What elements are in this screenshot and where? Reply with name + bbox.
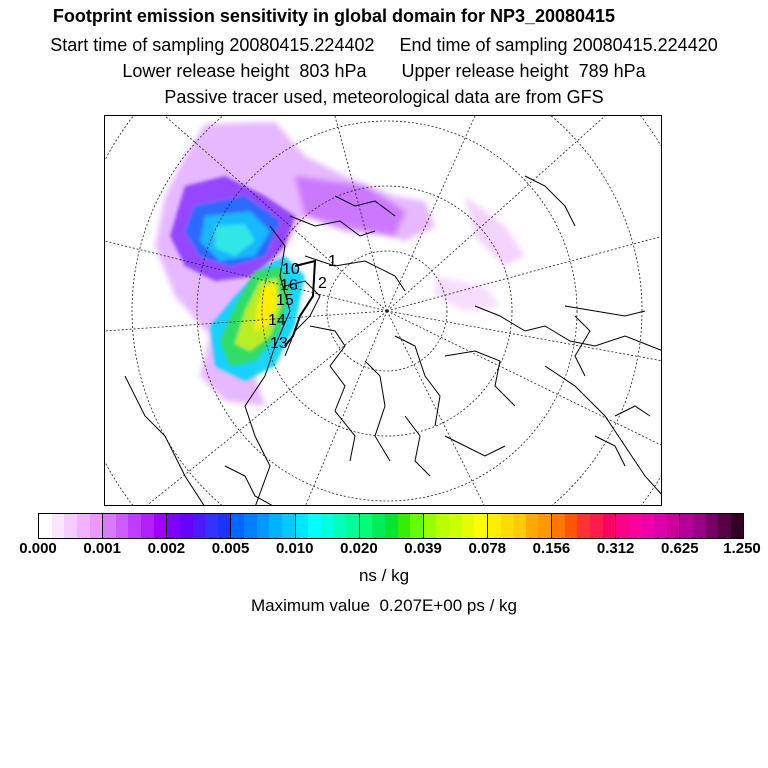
colorbar-swatch [513, 514, 526, 538]
colorbar-swatch [488, 514, 501, 538]
colorbar-swatch [552, 514, 565, 538]
colorbar-swatch [641, 514, 654, 538]
colorbar-swatch [565, 514, 578, 538]
colorbar-swatch [449, 514, 462, 538]
colorbar-swatch [321, 514, 334, 538]
colorbar-tick-label: 1.250 [723, 540, 761, 557]
colorbar-swatch [154, 514, 168, 538]
colorbar-tick-label: 0.078 [468, 540, 507, 557]
colorbar-swatch [577, 514, 590, 538]
colorbar-swatch [257, 514, 270, 538]
colorbar-swatch [385, 514, 398, 538]
colorbar-swatch [590, 514, 603, 538]
colorbar-swatch [244, 514, 257, 538]
colorbar-swatch [436, 514, 449, 538]
colorbar-tick-label: 0.625 [661, 540, 699, 557]
colorbar-tick-label: 0.005 [211, 540, 250, 557]
maximum-value: Maximum value 0.207E+00 ps / kg [251, 596, 517, 615]
colorbar-swatch [218, 514, 232, 538]
colorbar-swatch [680, 514, 693, 538]
colorbar-swatch [346, 514, 360, 538]
release-label-15: 15 [276, 292, 294, 309]
colorbar-swatch [424, 514, 437, 538]
release-label-14: 14 [268, 312, 286, 329]
colorbar-swatch [141, 514, 154, 538]
colorbar-swatch [706, 514, 719, 538]
release-label-1: 1 [328, 253, 337, 270]
sampling-time-line: Start time of sampling 20080415.224402 End time of sampling 20080415.224420 [50, 35, 718, 55]
colorbar-swatch [128, 514, 141, 538]
colorbar-swatch [474, 514, 488, 538]
colorbar-swatch [282, 514, 296, 538]
colorbar-tick-label: 0.000 [19, 540, 57, 557]
colorbar-tick-label: 0.002 [147, 540, 186, 557]
release-label-16: 16 [280, 277, 298, 294]
colorbar-swatch [64, 514, 77, 538]
colorbar-tick-label: 0.312 [596, 540, 635, 557]
colorbar-swatch [116, 514, 129, 538]
colorbar-swatch [360, 514, 373, 538]
colorbar-swatch [77, 514, 90, 538]
release-height-line: Lower release height 803 hPa Upper release height 789 hPa [122, 61, 646, 81]
colorbar-swatch [39, 514, 52, 538]
colorbar-tick-label: 0.001 [83, 540, 121, 557]
colorbar-swatch [269, 514, 282, 538]
colorbar-swatch [90, 514, 104, 538]
footprint-map [104, 115, 662, 506]
colorbar-swatch [205, 514, 218, 538]
colorbar-swatch [308, 514, 321, 538]
colorbar-swatch [103, 514, 116, 538]
colorbar-unit: ns / kg [358, 566, 410, 585]
colorbar-swatch [731, 514, 744, 538]
map-svg [105, 116, 662, 506]
colorbar-swatch [718, 514, 731, 538]
colorbar-swatch [693, 514, 706, 538]
release-label-10: 10 [282, 261, 300, 278]
colorbar-swatch [410, 514, 424, 538]
colorbar-swatch [167, 514, 180, 538]
colorbar-swatch [526, 514, 539, 538]
colorbar-swatch [372, 514, 385, 538]
tracer-info-line: Passive tracer used, meteorological data are from GFS [164, 87, 604, 107]
colorbar-swatch [616, 514, 629, 538]
colorbar-tick-label: 0.020 [340, 540, 378, 557]
release-label-2: 2 [318, 275, 327, 292]
colorbar [38, 513, 744, 539]
colorbar-swatch [52, 514, 65, 538]
colorbar-swatch [629, 514, 642, 538]
colorbar-swatch [501, 514, 514, 538]
release-label-13: 13 [270, 335, 288, 352]
colorbar-swatch [333, 514, 346, 538]
colorbar-swatch [193, 514, 206, 538]
colorbar-swatch [296, 514, 309, 538]
plot-title: Footprint emission sensitivity in global domain for NP3_20080415 [52, 6, 616, 26]
colorbar-swatch [398, 514, 411, 538]
colorbar-tick-label: 0.039 [404, 540, 442, 557]
colorbar-swatch [180, 514, 193, 538]
colorbar-swatch [231, 514, 244, 538]
colorbar-swatch [654, 514, 667, 538]
colorbar-ticks [0, 540, 768, 560]
colorbar-swatch [667, 514, 681, 538]
colorbar-tick-label: 0.010 [275, 540, 314, 557]
colorbar-swatch [603, 514, 617, 538]
colorbar-swatch [462, 514, 475, 538]
colorbar-tick-label: 0.156 [532, 540, 571, 557]
colorbar-swatch [538, 514, 552, 538]
